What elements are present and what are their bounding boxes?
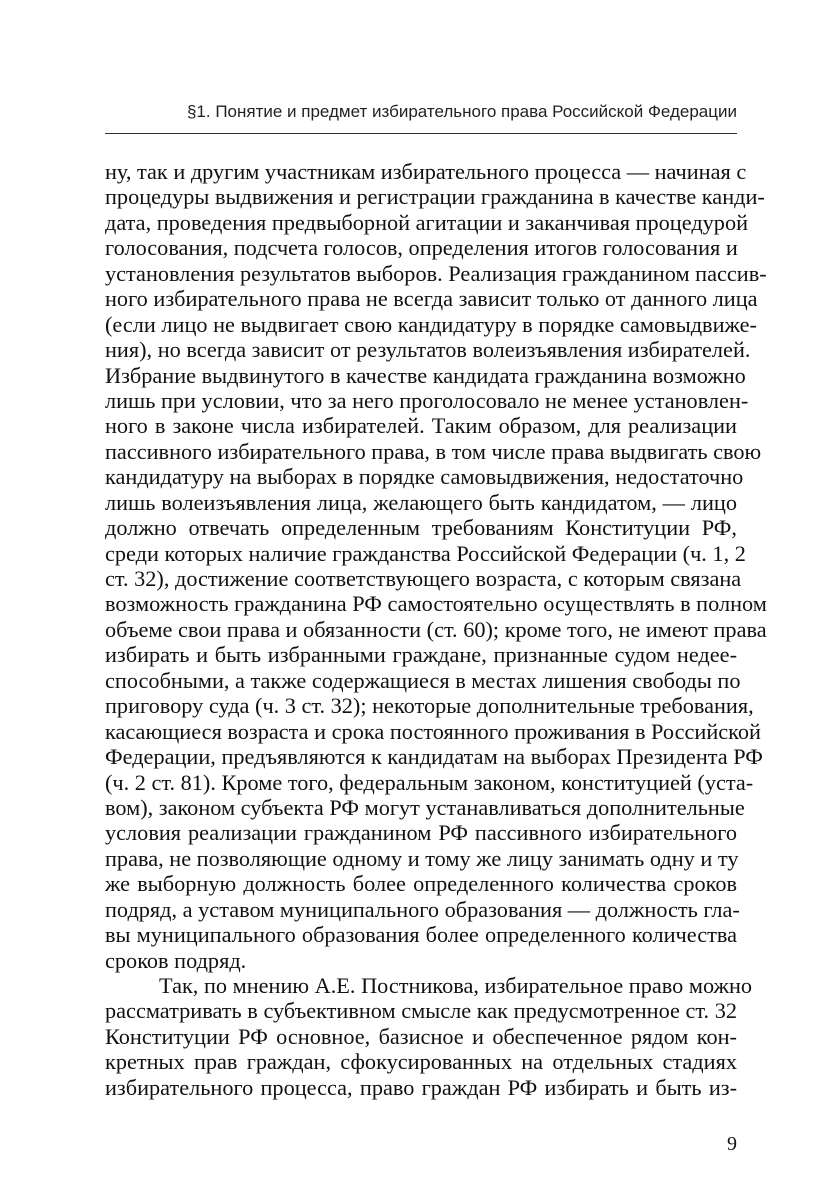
text-line: избирательного процесса, право граждан РФ избирать и быть из-: [105, 1074, 737, 1100]
text-line: же выборную должность более определенного количества сроков: [105, 871, 737, 897]
text-line: процедуры выдвижения и регистрации гражданина в качестве канди-: [105, 184, 765, 210]
text-line: лишь при условии, что за него проголосовало не менее установлен-: [105, 387, 749, 413]
text-line: дата, проведения предвыборной агитации и заканчивая процедурой: [105, 209, 749, 235]
text-line: ния), но всегда зависит от результатов волеизъявления избирателей.: [105, 337, 751, 363]
text-line: кретных прав граждан, сфокусированных на отдельных стадиях: [105, 1049, 737, 1075]
text-line: ного избирательного права не всегда зависит только от данного лица: [105, 286, 758, 312]
text-line: вы муниципального образования более определенного количества: [105, 922, 737, 948]
text-line: вом), законом субъекта РФ могут устанавливаться дополнительные: [105, 794, 745, 820]
text-line: права, не позволяющие одному и тому же лицу занимать одну и ту: [105, 845, 739, 871]
text-line: пассивного избирательного права, в том числе права выдвигать свою: [105, 438, 762, 464]
text-line: Так, по мнению А.Е. Постникова, избирательное право можно: [159, 973, 753, 998]
text-line: кандидатуру на выборах в порядке самовыдвижения, недостаточно: [105, 464, 744, 490]
text-line: условия реализации гражданином РФ пассивного избирательного: [105, 820, 737, 846]
page-number: 9: [727, 1133, 737, 1155]
text-line: касающиеся возраста и срока постоянного проживания в Российской: [105, 718, 761, 744]
text-line: Конституции РФ основное, базисное и обеспеченное рядом кон-: [105, 1023, 737, 1049]
text-line: способными, а также содержащиеся в местах лишения свободы по: [105, 667, 741, 693]
text-line: голосования, подсчета голосов, определения итогов голосования и: [105, 235, 738, 261]
text-line: ну, так и другим участникам избирательного процесса — начиная с: [105, 159, 747, 184]
text-line: подряд, а уставом муниципального образования — должность гла-: [105, 896, 740, 922]
text-line: (если лицо не выдвигает свою кандидатуру в порядке самовыдвиже-: [105, 311, 757, 337]
text-line: ного в законе числа избирателей. Таким образом, для реализации: [105, 413, 737, 439]
text-line: ст. 32), достижение соответствующего возраста, с которым связана: [105, 566, 742, 591]
text-line: (ч. 2 ст. 81). Кроме того, федеральным законом, конституцией (уста-: [105, 769, 754, 795]
text-line: приговору суда (ч. 3 ст. 32); некоторые дополнительные требования,: [105, 693, 754, 719]
text-line: среди которых наличие гражданства Российской Федерации (ч. 1, 2: [105, 540, 746, 566]
text-line: должно отвечать определенным требованиям Конституции РФ,: [105, 515, 737, 541]
text-line: возможность гражданина РФ самостоятельно осуществлять в полном: [105, 591, 767, 617]
text-line: Федерации, предъявляются к кандидатам на выборах Президента РФ: [105, 744, 763, 770]
text-line: установления результатов выборов. Реализация гражданином пассив-: [105, 260, 767, 286]
text-line: рассматривать в субъективном смысле как предусмотренное ст. 32: [105, 998, 737, 1024]
body-text: [105, 159, 767, 1100]
header-rule: [105, 133, 737, 134]
text-line: лишь волеизъявления лица, желающего быть кандидатом, — лицо: [105, 489, 737, 515]
text-line: Избрание выдвинутого в качестве кандидата гражданина возможно: [105, 362, 746, 388]
text-line: избирать и быть избранными граждане, признанные судом недее-: [105, 642, 737, 668]
running-header: §1. Понятие и предмет избирательного права Российской Федерации: [186, 102, 737, 121]
text-line: объеме свои права и обязанности (ст. 60); кроме того, не имеют права: [105, 616, 767, 642]
text-line: сроков подряд.: [105, 947, 247, 973]
